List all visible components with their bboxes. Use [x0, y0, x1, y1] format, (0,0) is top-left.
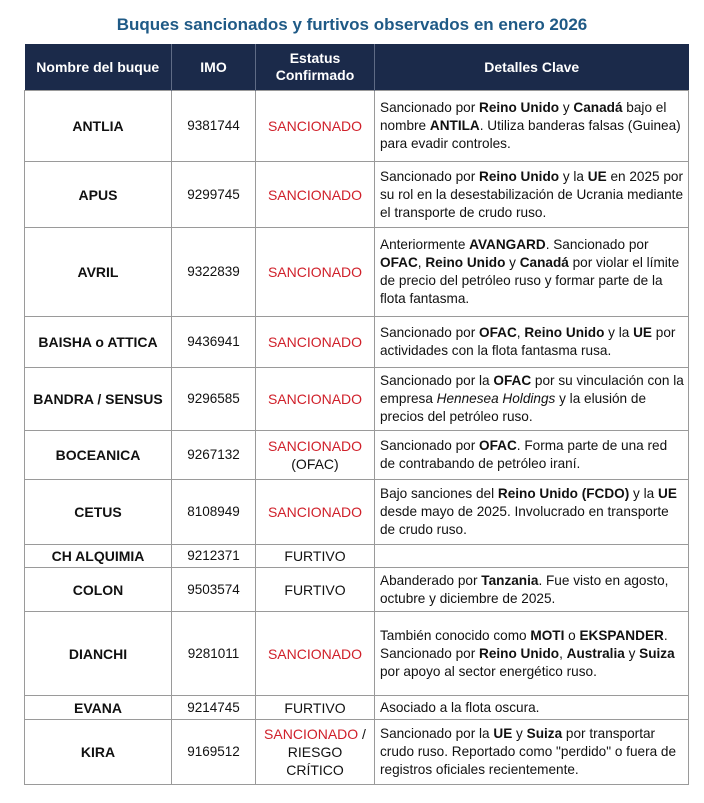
vessel-details — [375, 368, 689, 431]
details-text: Sancionado por — [380, 100, 480, 115]
vessel-status — [256, 612, 375, 696]
vessel-imo: 9296585 — [172, 368, 256, 431]
vessel-details — [375, 696, 689, 720]
table-body — [25, 91, 689, 785]
vessel-status — [256, 91, 375, 162]
status-sanctioned-label: SANCIONADO — [267, 645, 363, 662]
vessel-name: BANDRA / SENSUS — [25, 368, 172, 431]
details-text: . Forma parte de una red de contrabando de petróleo iraní. — [380, 438, 668, 471]
details-text: Abanderado por — [380, 572, 482, 588]
details-text: en 2025 por su rol en la desestabilización de Ucrania mediante el transporte de crudo ruso. — [380, 168, 684, 220]
details-text: OFAC — [380, 255, 418, 270]
vessel-status — [256, 480, 375, 545]
vessel-details — [375, 317, 689, 368]
details-text: Sancionado por — [380, 325, 480, 340]
vessel-status — [256, 431, 375, 480]
table-row — [25, 162, 689, 228]
details-text: . Utiliza banderas falsas (Guinea) para evadir controles. — [380, 118, 681, 151]
details-text: Anteriormente — [380, 237, 470, 252]
vessel-imo: 9212371 — [172, 545, 256, 568]
status-sanctioned-label: SANCIONADO — [267, 391, 363, 407]
vessel-details — [375, 162, 689, 228]
details-text: Canadá — [573, 100, 623, 115]
vessel-imo: 9436941 — [172, 317, 256, 368]
details-text: y — [624, 645, 640, 661]
details-text: y la elusión de precios del petróleo ruso. — [380, 391, 647, 424]
details-text: MOTI — [530, 627, 565, 643]
details-text: y — [559, 100, 574, 115]
details-text: Reino Unido — [479, 645, 560, 661]
vessel-imo: 9299745 — [172, 162, 256, 228]
details-text: Sancionado por — [380, 168, 480, 184]
details-text: por transportar crudo ruso. Reportado como "perdido" o fuera de registros oficiales recientemente. — [380, 726, 677, 777]
details-text: Suiza — [639, 645, 675, 661]
details-text: OFAC — [479, 325, 517, 340]
status-note: FURTIVO — [284, 581, 346, 598]
vessel-details — [375, 568, 689, 612]
vessel-name: COLON — [25, 568, 172, 612]
vessel-status — [256, 545, 375, 568]
table-row — [25, 568, 689, 612]
details-text: Reino Unido — [425, 255, 506, 270]
status-sanctioned-label: SANCIONADO — [267, 118, 363, 134]
details-text: Reino Unido — [479, 100, 560, 115]
details-text: desde mayo de 2025. Involucrado en transporte de crudo ruso. — [380, 504, 669, 537]
vessel-details — [375, 545, 689, 568]
status-sanctioned-label: SANCIONADO — [267, 438, 363, 454]
status-note: FURTIVO — [284, 548, 346, 564]
details-text: Sancionado por — [380, 438, 480, 453]
header-name: Nombre del buque — [25, 44, 172, 91]
header-details: Detalles Clave — [375, 44, 689, 91]
table-row — [25, 431, 689, 480]
vessel-details — [375, 480, 689, 545]
details-text: UE — [633, 325, 652, 340]
details-text: UE — [658, 486, 677, 501]
table-row — [25, 91, 689, 162]
vessel-imo: 9322839 — [172, 228, 256, 317]
vessel-imo: 9214745 — [172, 696, 256, 720]
details-text: Sancionado por la — [380, 726, 494, 741]
details-text: por violar el límite de precio del petróleo ruso y formar parte de la flota fantasma. — [380, 255, 680, 306]
details-text: Suiza — [526, 726, 563, 741]
details-text: OFAC — [479, 438, 517, 453]
details-text: Hennesea Holdings — [436, 391, 556, 406]
vessel-name: BOCEANICA — [25, 431, 172, 480]
header-imo: IMO — [172, 44, 256, 91]
details-text: Australia — [566, 645, 625, 661]
details-text: Canadá — [519, 255, 569, 270]
details-text: Reino Unido — [524, 325, 605, 340]
details-text: , — [516, 325, 525, 340]
page-title: Buques sancionados y furtivos observados en enero 2026 — [116, 15, 588, 34]
details-text: , — [559, 645, 567, 661]
vessel-imo: 8108949 — [172, 480, 256, 545]
details-text: . Fue visto en agosto, octubre y diciembre de 2025. — [380, 572, 669, 606]
status-sanctioned-label: SANCIONADO — [267, 334, 363, 350]
details-text: o — [564, 627, 580, 643]
details-text: por actividades con la flota fantasma rusa. — [380, 325, 676, 358]
details-text: Reino Unido (FCDO) — [497, 486, 630, 501]
vessel-imo: 9169512 — [172, 720, 256, 785]
vessel-imo: 9281011 — [172, 612, 256, 696]
details-text: por su vinculación con la empresa — [380, 373, 684, 406]
details-text: . Sancionado por — [545, 237, 649, 252]
details-text: UE — [493, 726, 513, 741]
details-text: bajo el nombre — [380, 100, 667, 133]
vessel-status — [256, 720, 375, 785]
vessel-name: APUS — [25, 162, 172, 228]
vessel-details — [375, 612, 689, 696]
table-header-row — [25, 44, 689, 91]
details-text: AVANGARD — [469, 237, 546, 252]
details-text: y la — [629, 486, 658, 501]
status-sanctioned-label: SANCIONADO — [267, 504, 363, 520]
vessel-imo: 9267132 — [172, 431, 256, 480]
details-text: Asociado a la flota oscura. — [380, 699, 540, 715]
status-note: / RIESGO CRÍTICO — [286, 726, 366, 778]
vessel-name: KIRA — [25, 720, 172, 785]
details-text: También conocido como — [380, 627, 531, 643]
vessel-name: CETUS — [25, 480, 172, 545]
details-text: Bajo sanciones del — [380, 486, 498, 501]
table-row — [25, 480, 689, 545]
table-row — [25, 696, 689, 720]
table-row — [25, 720, 689, 785]
details-text: y la — [604, 325, 634, 340]
details-text: Sancionado por la — [380, 373, 494, 388]
vessel-name: AVRIL — [25, 228, 172, 317]
vessel-status — [256, 228, 375, 317]
details-text: UE — [587, 168, 607, 184]
vessel-status — [256, 696, 375, 720]
vessel-name: DIANCHI — [25, 612, 172, 696]
status-sanctioned-label: SANCIONADO — [267, 186, 363, 203]
vessel-name: ANTLIA — [25, 91, 172, 162]
vessel-name: BAISHA o ATTICA — [25, 317, 172, 368]
status-sanctioned-label: SANCIONADO — [267, 264, 363, 280]
details-text: y — [512, 726, 527, 741]
details-text: Tanzania — [481, 572, 539, 588]
table-row — [25, 228, 689, 317]
vessel-imo: 9381744 — [172, 91, 256, 162]
details-text: , — [417, 255, 426, 270]
details-text: . Sancionado por — [380, 627, 668, 661]
status-sanctioned-label: SANCIONADO — [264, 726, 359, 742]
vessel-details — [375, 91, 689, 162]
vessel-status — [256, 317, 375, 368]
vessel-name: CH ALQUIMIA — [25, 545, 172, 568]
vessel-imo: 9503574 — [172, 568, 256, 612]
details-text: por apoyo al sector energético ruso. — [380, 663, 597, 679]
details-text: EKSPANDER — [579, 627, 664, 643]
vessel-name: EVANA — [25, 696, 172, 720]
status-note: FURTIVO — [284, 699, 346, 716]
vessel-details — [375, 720, 689, 785]
vessel-status — [256, 568, 375, 612]
header-status: Estatus Confirmado — [256, 44, 375, 91]
vessel-details — [375, 431, 689, 480]
status-note: (OFAC) — [291, 456, 339, 472]
table-row — [25, 545, 689, 568]
details-text: OFAC — [493, 373, 532, 388]
table-row — [25, 612, 689, 696]
details-text: ANTILA — [429, 118, 480, 133]
details-text: y — [505, 255, 520, 270]
details-text: Reino Unido — [479, 168, 560, 184]
table-row — [25, 368, 689, 431]
table-row — [25, 317, 689, 368]
vessel-status — [256, 368, 375, 431]
vessel-details — [375, 228, 689, 317]
details-text: y la — [559, 168, 588, 184]
vessel-status — [256, 162, 375, 228]
vessels-table — [24, 44, 689, 785]
